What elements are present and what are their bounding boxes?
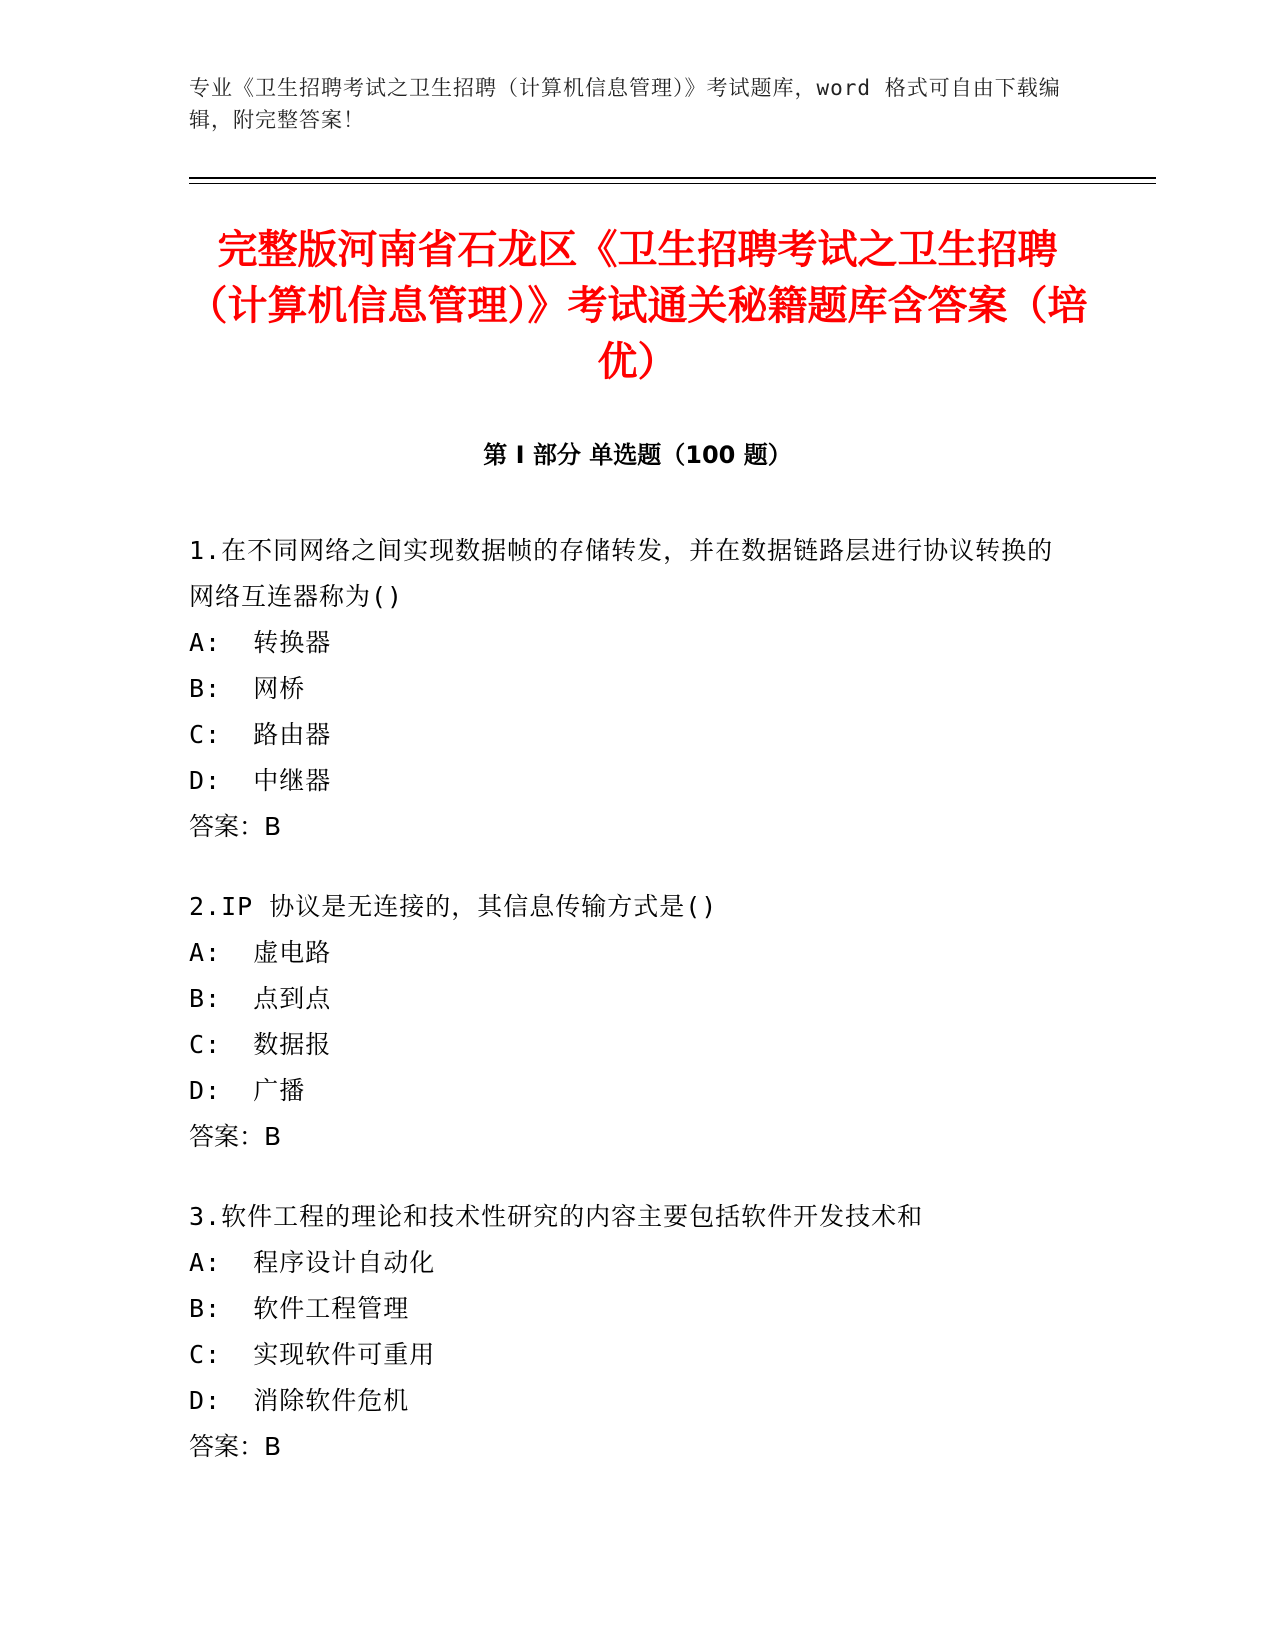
section-heading: 第 I 部分 单选题（100 题） [483,441,792,469]
option-c: C: 路由器 [189,720,332,749]
option-b: B: 点到点 [189,984,332,1013]
option-d: D: 广播 [189,1076,306,1105]
option-a: A: 程序设计自动化 [189,1248,436,1277]
header-rule-thin [189,183,1156,184]
option-a: A: 虚电路 [189,938,332,967]
question-3 [189,1194,1069,1470]
option-c: C: 实现软件可重用 [189,1340,436,1369]
question-stem: 3.软件工程的理论和技术性研究的内容主要包括软件开发技术和 [189,1202,924,1231]
option-d: D: 中继器 [189,766,332,795]
question-stem: 2.IP 协议是无连接的，其信息传输方式是() [189,892,718,921]
document-title: 完整版河南省石龙区《卫生招聘考试之卫生招聘（计算机信息管理）》考试通关秘籍题库含答案（培优） [187,227,1088,385]
question-stem: 1.在不同网络之间实现数据帧的存储转发，并在数据链路层进行协议转换的网络互连器称为() [189,536,1054,611]
answer-line: 答案：B [189,1122,282,1151]
option-b: B: 网桥 [189,674,306,703]
question-2 [189,884,1069,1160]
header-note: 专业《卫生招聘考试之卫生招聘（计算机信息管理）》考试题库，word 格式可自由下载编辑，附完整答案！ [189,76,1061,132]
answer-line: 答案：B [189,812,282,841]
option-c: C: 数据报 [189,1030,332,1059]
header-rule-thick [189,177,1156,179]
option-a: A: 转换器 [189,628,332,657]
option-b: B: 软件工程管理 [189,1294,410,1323]
answer-line: 答案：B [189,1432,282,1461]
question-list [189,528,1069,1504]
question-1 [189,528,1069,850]
option-d: D: 消除软件危机 [189,1386,410,1415]
